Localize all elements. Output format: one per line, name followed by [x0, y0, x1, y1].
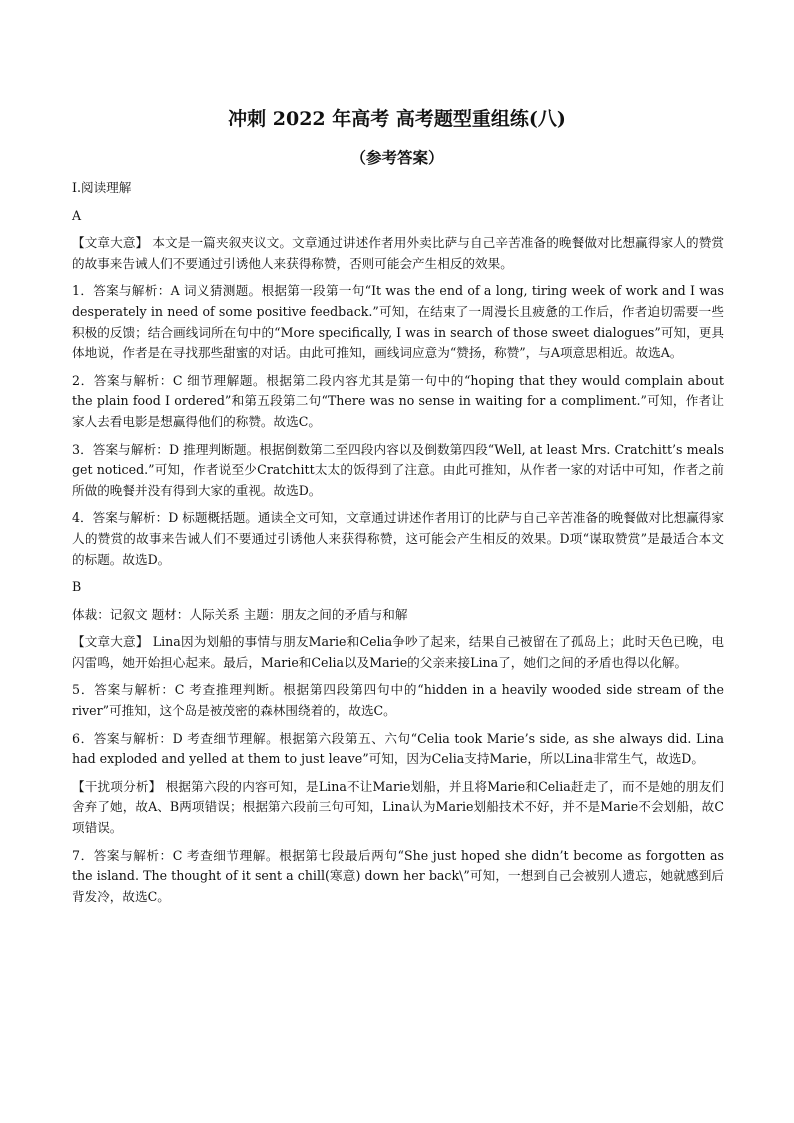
- answer-7: 7．答案与解析：C 考查细节理解。根据第七段最后两句“She just hoped she didn’t become as forgotten as the island. The thought of it sent a chill(寒意) down her back\”可知，一想到自己会被别人遗忘，她就感到后背发冷，故选C。: [72, 847, 724, 904]
- answer-2: 2．答案与解析：C 细节理解题。根据第二段内容尤其是第一句中的“hoping that they would complain about the plain food I ordered”和第五段第二句“There was no sense in waiting for a compliment.”可知，作者让家人去看电影是想赢得他们的称赞。故选C。: [72, 372, 724, 429]
- page-subtitle: （参考答案）: [350, 148, 444, 167]
- passage-a-label: A: [72, 207, 82, 223]
- answer-content: [72, 178, 724, 907]
- passage-a-summary: 【文章大意】 本文是一篇夹叙夹议文。文章通过讲述作者用外卖比萨与自己辛苦准备的晚餐做对比想赢得家人的赞赏的故事来告诫人们不要通过引诱他人来获得称赞，否则可能会产生相反的效果。: [72, 235, 724, 271]
- page-title: 冲刺 2022 年高考 高考题型重组练(八): [228, 108, 566, 130]
- answer-1: 1．答案与解析：A 词义猜测题。根据第一段第一句“It was the end of a long, tiring week of work and I was desperately in need of some positive feedback.”可知，在结束了一周漫长且疲惫的工作后，作者迫切需要一些积极的反馈；结合画线词所在句中的“More specifically, I was in search of those sweet dialogues”可知，更具体地说，作者是在寻找那些甜蜜的对话。由此可推知，画线词应意为“赞扬，称赞”，与A项意思相近。故选A。: [72, 283, 724, 361]
- answer-3: 3．答案与解析：D 推理判断题。根据倒数第二至四段内容以及倒数第四段“Well, at least Mrs. Cratchitt’s meals get noticed.”可知，作者说至少Cratchitt太太的饭得到了注意。由此可推知，从作者一家的对话中可知，作者之前所做的晚餐并没有得到大家的重视。故选D。: [72, 441, 724, 498]
- answer-6: 6．答案与解析：D 考查细节理解。根据第六段第五、六句“Celia took Marie’s side, as she always did. Lina had exploded and yelled at them to just leave”可知，因为Celia支持Marie，所以Lina非常生气，故选D。: [72, 730, 724, 767]
- passage-b-genre: 体裁：记叙文 题材：人际关系 主题：朋友之间的矛盾与和解: [72, 606, 408, 622]
- part1-heading: Ⅰ.阅读理解: [72, 180, 132, 195]
- passage-b-label: B: [72, 579, 82, 595]
- distractor-analysis: 【干扰项分析】 根据第六段的内容可知，是Lina不让Marie划船，并且将Marie和Celia赶走了，而不是她的朋友们舍弃了她，故A、B两项错误；根据第六段前三句可知，Lina认为Marie划船技术不好，并不是Marie不会划船，故C项错误。: [72, 778, 724, 836]
- answer-4: 4．答案与解析：D 标题概括题。通读全文可知，文章通过讲述作者用订的比萨与自己辛苦准备的晚餐做对比想赢得家人的赞赏的故事来告诫人们不要通过引诱他人来获得称赞，这可能会产生相反的效果。D项“谋取赞赏”是最适合本文的标题。故选D。: [72, 510, 724, 567]
- passage-b-summary: 【文章大意】 Lina因为划船的事情与朋友Marie和Celia争吵了起来，结果自己被留在了孤岛上；此时天色已晚，电闪雷鸣，她开始担心起来。最后，Marie和Celia以及Marie的父亲来接Lina了，她们之间的矛盾也得以化解。: [72, 634, 724, 670]
- answer-5: 5．答案与解析：C 考查推理判断。根据第四段第四句中的“hidden in a heavily wooded side stream of the river”可推知，这个岛是被茂密的森林围绕着的，故选C。: [72, 682, 724, 719]
